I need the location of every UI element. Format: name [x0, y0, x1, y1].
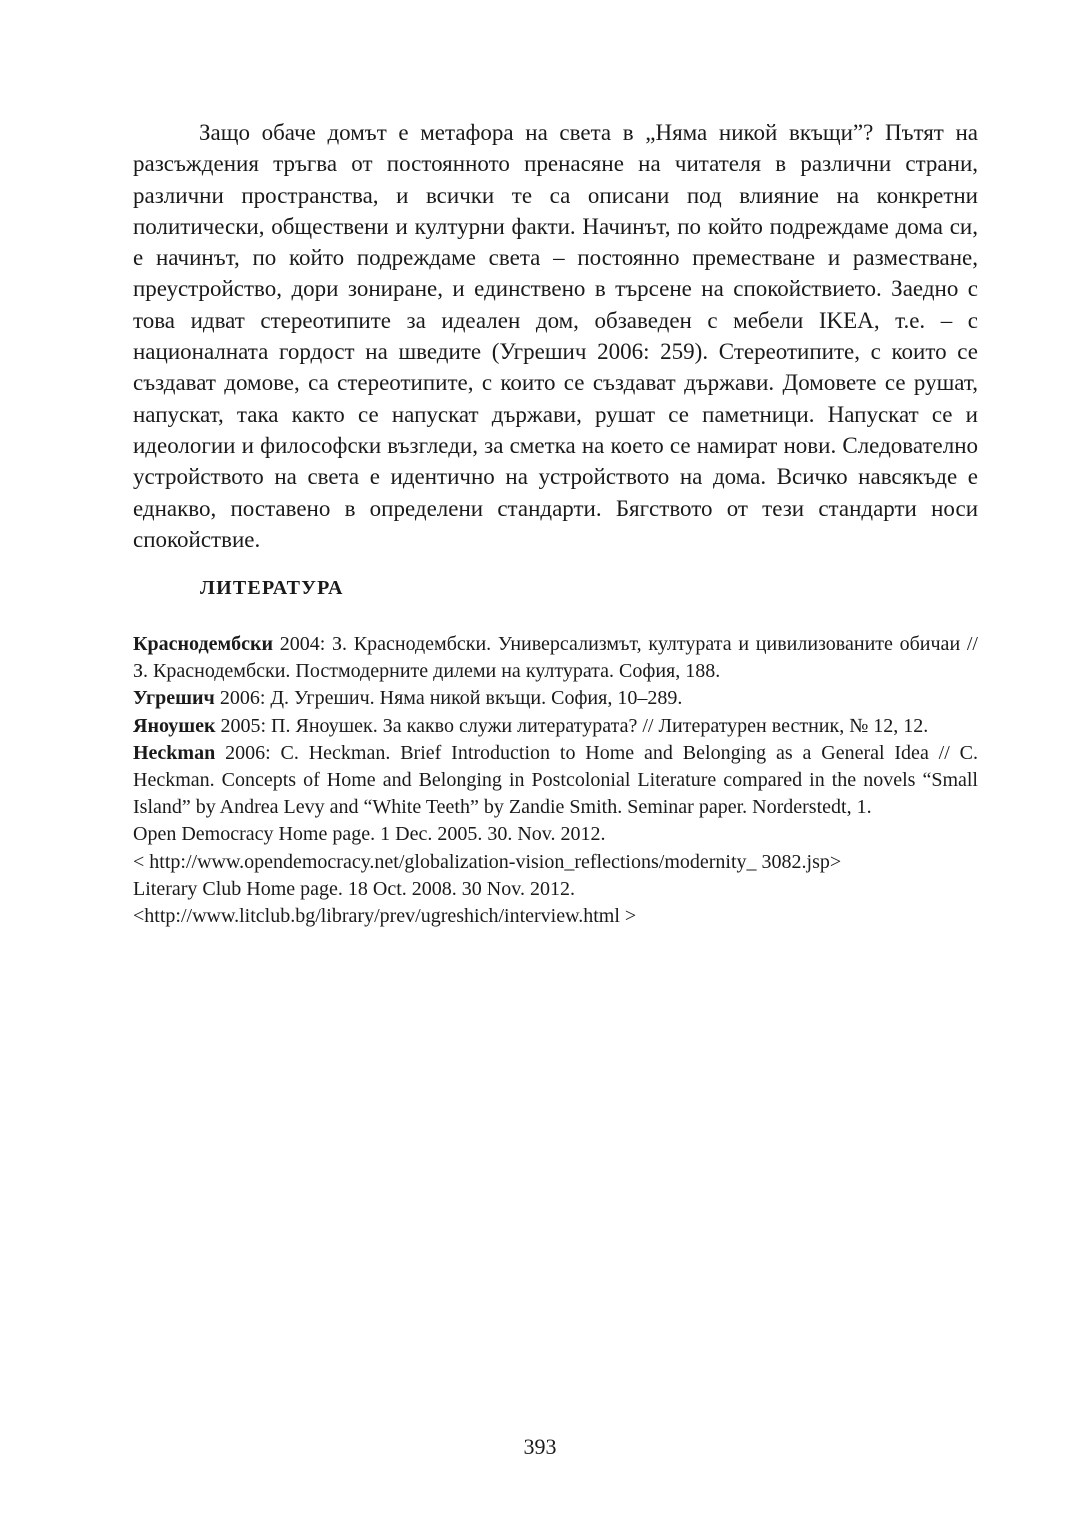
web-source-url: <http://www.litclub.bg/library/prev/ugreshich/interview.html >: [133, 905, 637, 928]
bibliography-author: Угрешич: [133, 687, 215, 710]
page-number: 393: [523, 1434, 557, 1459]
bibliography-text: 2006: Д. Угрешич. Няма никой вкъщи. София, 10–289.: [214, 687, 683, 710]
body-paragraph: Защо обаче домът е метафора на света в „Няма никой вкъщи”? Пътят на разсъждения тръгва от постоянното пренасяне на читателя в различни страни, различни пространства, и всички те са описани под влияние на конкретни политически, обществени и културни факти. Начинът, по който подреждаме дома си, е начинът, по който подреждаме света – постоянно преместване и разместване, преустройство, дори зониране, и единствено в търсене на спокойствието. Заедно с това идват стереотипите за идеален дом, обзаведен с мебели IKEA, т.е. – с националната гордост на шведите (Угрешич 2006: 259). Стереотипите, с които се създават домове, са стереотипите, с които се създават държави. Домовете се рушат, напускат, така както се напускат държави, рушат се паметници. Напускат се и идеологии и философски възгледи, за сметка на което се намират нови. Следователно устройството на света е идентично на устройството на дома. Всичко навсякъде е еднакво, поставено в определени стандарти. Бягството от тези стандарти носи спокойствие.: [133, 120, 978, 552]
bibliography-list: [133, 631, 978, 930]
bibliography-author: Heckman: [133, 741, 216, 764]
bibliography-entry: [133, 685, 978, 712]
web-source-title: Open Democracy Home page. 1 Dec. 2005. 30. Nov. 2012.: [133, 823, 606, 846]
bibliography-author: Яноушек: [133, 714, 216, 737]
web-source-title: Literary Club Home page. 18 Oct. 2008. 30 Nov. 2012.: [133, 877, 575, 900]
bibliography-entry: [133, 631, 978, 685]
web-source-url: < http://www.opendemocracy.net/globalization-vision_reflections/modernity_ 3082.jsp>: [133, 850, 842, 873]
bibliography-author: Краснодембски: [133, 633, 273, 655]
bibliography-text: 2004: З. Краснодембски. Универсализмът, културата и цивилизованите обичаи // З. Краснодембски. Постмодерните дилеми на културата. София, 188.: [133, 633, 978, 683]
bibliography-entry: [133, 740, 978, 822]
bibliography-text: 2006: C. Heckman. Brief Introduction to Home and Belonging as a General Idea // C. Heckman. Concepts of Home and Belonging in Postcolonial Literature compared in the novels “Small Island” by Andrea Levy and “White Teeth” by Zandie Smith. Seminar paper. Norderstedt, 1.: [133, 741, 978, 819]
bibliography-text: 2005: П. Яноушек. За какво служи литературата? // Литературен вестник, № 12, 12.: [215, 714, 929, 737]
bibliography-entry: [133, 713, 978, 740]
section-heading-literature: ЛИТЕРАТУРА: [200, 577, 344, 599]
